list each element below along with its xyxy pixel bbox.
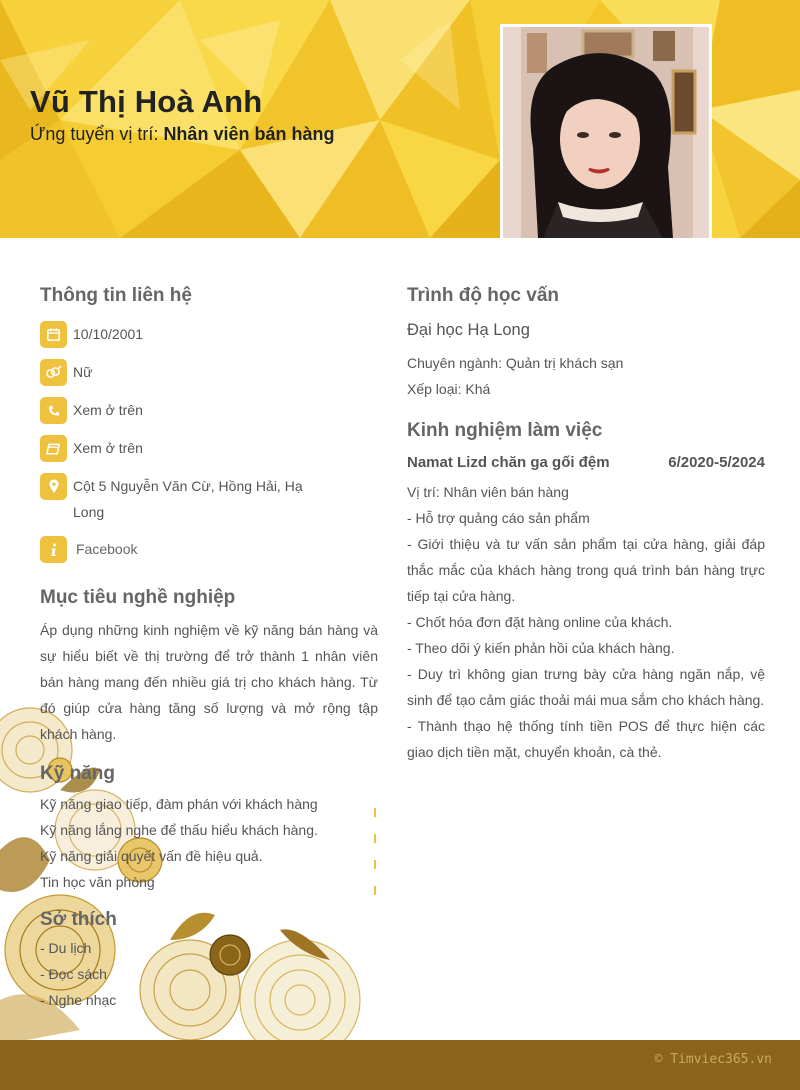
hobbies-title: Sở thích [40, 909, 117, 930]
job-duty: - Theo dõi ý kiến phản hồi của khách hàng. [407, 640, 675, 656]
hobby-item: - Du lịch [40, 940, 92, 956]
contact-address [40, 473, 378, 525]
job-role: Vị trí: Nhân viên bán hàng [407, 484, 569, 500]
job-duty: - Chốt hóa đơn đặt hàng online của khách. [407, 614, 673, 630]
footer-bar [0, 1040, 800, 1090]
portrait-image [503, 27, 709, 238]
left-column [40, 285, 378, 1013]
email-value: Xem ở trên [73, 440, 143, 456]
location-icon [40, 473, 67, 500]
applied-position [30, 124, 334, 145]
education-title: Trình độ học vấn [407, 285, 560, 306]
calendar-icon [40, 321, 67, 348]
contact-title: Thông tin liên hệ [40, 285, 192, 306]
skill-item: Kỹ năng giải quyết vấn đề hiệu quả. [40, 848, 263, 864]
experience-title: Kinh nghiệm làm việc [407, 420, 603, 441]
gender-icon [40, 359, 67, 386]
gender-value: Nữ [73, 364, 93, 380]
education-major: Chuyên ngành: Quản trị khách sạn [407, 355, 624, 371]
contact-phone [40, 397, 378, 424]
school-name: Đại học Hạ Long [407, 321, 530, 339]
facebook-link[interactable]: Facebook [76, 541, 138, 557]
email-icon [40, 435, 67, 462]
job-duty: - Hỗ trợ quảng cáo sản phẩm [407, 510, 590, 526]
objective-text: Áp dụng những kinh nghiệm về kỹ năng bán hàng và sự hiểu biết về thị trường để trở thành 1 nhân viên bán hàng mang đến nhiều giá trị cho khách hàng. Từ đó giúp cửa hàng tăng số lượng và mở rộng tập khách hàng. [40, 622, 378, 742]
birthdate-value: 10/10/2001 [73, 326, 144, 342]
info-icon [40, 536, 67, 563]
footer-copyright: © Timviec365.vn [654, 1052, 772, 1067]
contact-email [40, 435, 378, 462]
job-duty: - Giới thiệu và tư vấn sản phẩm tại cửa hàng, giải đáp thắc mắc của khách hàng trong quá trình bán hàng trực tiếp tại cửa hàng. [407, 536, 765, 604]
contact-birthdate [40, 321, 378, 348]
company-name: Namat Lizd chăn ga gối đệm [407, 454, 610, 471]
job-period: 6/2020-5/2024 [668, 454, 765, 471]
position-title: Nhân viên bán hàng [163, 124, 335, 144]
candidate-name: Vũ Thị Hoà Anh [30, 84, 263, 119]
skill-item: Kỹ năng giao tiếp, đàm phán với khách hàng [40, 796, 318, 812]
header-banner [0, 0, 800, 238]
position-prefix: Ứng tuyển vị trí: [30, 124, 164, 144]
hobby-item: - Nghe nhạc [40, 992, 117, 1008]
phone-icon [40, 397, 67, 424]
job-header [407, 454, 765, 471]
contact-gender [40, 359, 378, 386]
address-value: Cột 5 Nguyễn Văn Cừ, Hồng Hải, Hạ Long [73, 478, 303, 520]
objective-title: Mục tiêu nghề nghiệp [40, 587, 236, 608]
contact-social [40, 536, 378, 563]
profile-photo [500, 24, 712, 238]
education-grade: Xếp loại: Khá [407, 381, 491, 397]
right-column [407, 285, 765, 765]
skills-title: Kỹ năng [40, 763, 115, 784]
phone-value: Xem ở trên [73, 402, 143, 418]
hobby-item: - Đọc sách [40, 966, 107, 982]
skill-item: Tin học văn phòng [40, 874, 155, 890]
job-duty: - Thành thạo hệ thống tính tiền POS để thực hiện các giao dịch tiền mặt, chuyển khoản, cà thẻ. [407, 718, 765, 760]
job-duty: - Duy trì không gian trưng bày cửa hàng ngăn nắp, vệ sinh để tạo cảm giác thoải mái mua sắm cho khách hàng. [407, 666, 765, 708]
skill-item: Kỹ năng lắng nghe để thấu hiểu khách hàng. [40, 822, 318, 838]
decorative-ticks [374, 808, 376, 912]
